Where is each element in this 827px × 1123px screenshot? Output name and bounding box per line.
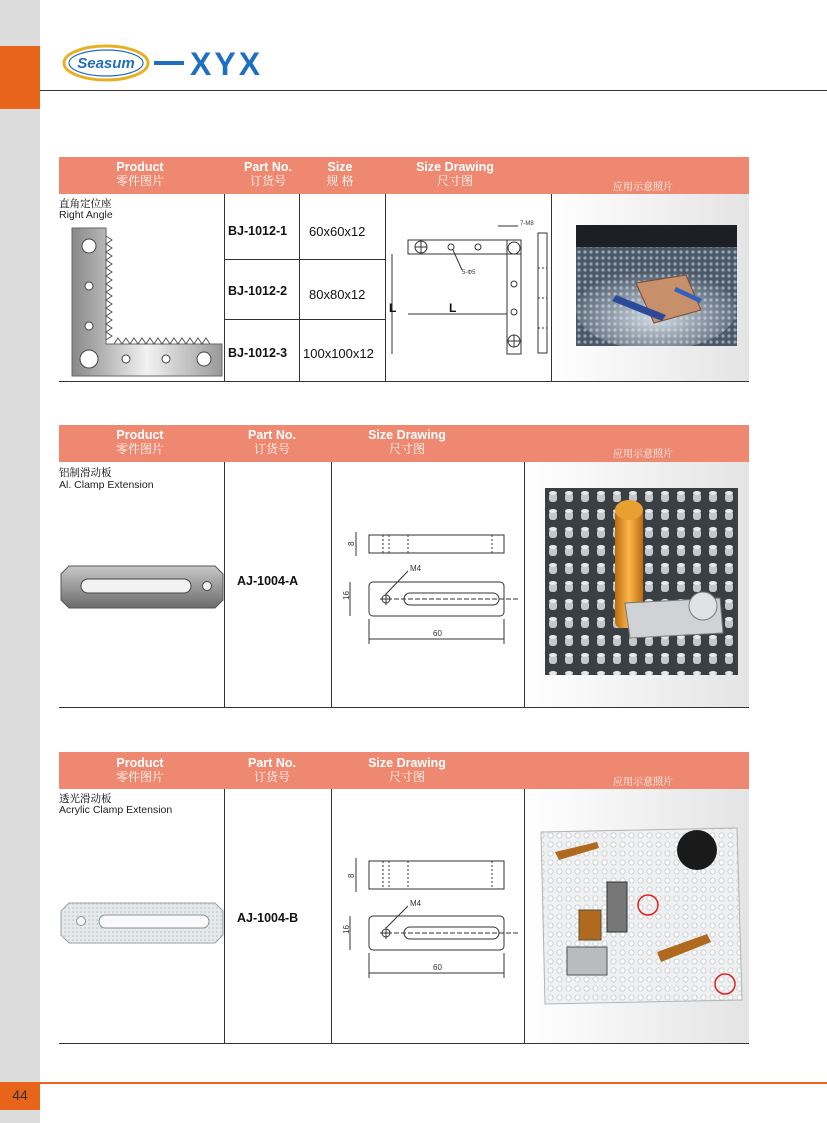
seasum-logo bbox=[62, 44, 150, 82]
page-number: 44 bbox=[12, 1087, 28, 1103]
s1-col-size: Size 规 格 bbox=[326, 160, 354, 188]
s2-thread-label: M4 bbox=[410, 564, 422, 573]
s1-name-cn: 直角定位座 bbox=[59, 198, 112, 210]
al-clamp-application-photo bbox=[545, 488, 738, 675]
s1-size-3: 100x100x12 bbox=[303, 346, 374, 361]
s3-divider bbox=[331, 789, 332, 1043]
s2-thick-label: 8 bbox=[347, 541, 356, 546]
s1-col-drawing: Size Drawing 尺寸图 bbox=[416, 160, 494, 188]
drawing-hole-label: 5-Φ5 bbox=[462, 270, 476, 276]
s1-divider bbox=[385, 194, 386, 381]
s3-width-label: 16 bbox=[342, 925, 351, 934]
header-rule bbox=[40, 90, 827, 91]
s3-col-drawing: Size Drawing 尺寸图 bbox=[368, 756, 446, 784]
s1-name-en: Right Angle bbox=[59, 209, 113, 221]
s3-divider bbox=[524, 789, 525, 1043]
s2-divider bbox=[331, 462, 332, 707]
s3-part-no: AJ-1004-B bbox=[237, 911, 299, 925]
s1-col-product: Product 零件图片 bbox=[115, 160, 164, 188]
logo-text: Seasum bbox=[77, 55, 135, 72]
series-title: XYX bbox=[190, 46, 264, 82]
s3-name-cn: 透光滑动板 bbox=[59, 793, 112, 805]
right-angle-application-photo bbox=[576, 225, 737, 346]
s1-divider bbox=[551, 194, 552, 381]
s1-row-divider bbox=[224, 319, 385, 320]
s2-name-cn: 铝制滑动板 bbox=[59, 467, 112, 479]
chapter-tab bbox=[0, 46, 40, 109]
s2-divider bbox=[524, 462, 525, 707]
s3-length-label: 60 bbox=[433, 963, 442, 972]
s3-col-photo: 应用示意照片 bbox=[613, 777, 673, 788]
s1-divider bbox=[299, 194, 300, 381]
s3-thick-label: 8 bbox=[347, 873, 356, 878]
logo-dash bbox=[154, 61, 184, 65]
s2-col-drawing: Size Drawing 尺寸图 bbox=[368, 428, 446, 456]
s3-col-product: Product 零件图片 bbox=[115, 756, 164, 784]
drawing-l-vertical: L bbox=[389, 301, 397, 315]
s2-col-photo: 应用示意照片 bbox=[613, 449, 673, 460]
s1-part-no-3: BJ-1012-3 bbox=[228, 346, 288, 360]
drawing-top-label: 7-M8 bbox=[520, 221, 534, 227]
s1-size-1: 60x60x12 bbox=[309, 224, 366, 239]
s2-part-no: AJ-1004-A bbox=[237, 574, 299, 588]
footer-rule bbox=[40, 1082, 827, 1084]
s1-part-no-1: BJ-1012-1 bbox=[228, 224, 288, 238]
drawing-l-horizontal: L bbox=[449, 301, 457, 315]
s2-col-partno: Part No. 订货号 bbox=[248, 428, 296, 456]
s1-col-photo: 应用示意照片 bbox=[613, 182, 673, 193]
al-clamp-drawing bbox=[338, 524, 518, 654]
s2-bottom-rule bbox=[59, 707, 749, 708]
right-angle-photo bbox=[66, 226, 226, 382]
s1-col-partno: Part No. 订货号 bbox=[244, 160, 292, 188]
s3-bottom-rule bbox=[59, 1043, 749, 1044]
right-angle-drawing bbox=[388, 218, 550, 360]
s1-row-divider bbox=[224, 259, 385, 260]
s3-col-partno: Part No. 订货号 bbox=[248, 756, 296, 784]
s3-name-en: Acrylic Clamp Extension bbox=[59, 804, 173, 816]
s1-size-2: 80x80x12 bbox=[309, 287, 366, 302]
s2-col-product: Product 零件图片 bbox=[115, 428, 164, 456]
acrylic-clamp-application-photo bbox=[537, 822, 747, 1007]
s1-part-no-2: BJ-1012-2 bbox=[228, 284, 288, 298]
left-margin-bar bbox=[0, 0, 40, 1123]
acrylic-clamp-drawing bbox=[338, 850, 518, 980]
s2-length-label: 60 bbox=[433, 629, 442, 638]
s3-thread-label: M4 bbox=[410, 899, 422, 908]
s2-width-label: 16 bbox=[342, 591, 351, 600]
al-clamp-extension-photo bbox=[59, 560, 225, 612]
acrylic-clamp-extension-photo bbox=[59, 898, 225, 948]
s2-name-en: Al. Clamp Extension bbox=[59, 479, 154, 491]
